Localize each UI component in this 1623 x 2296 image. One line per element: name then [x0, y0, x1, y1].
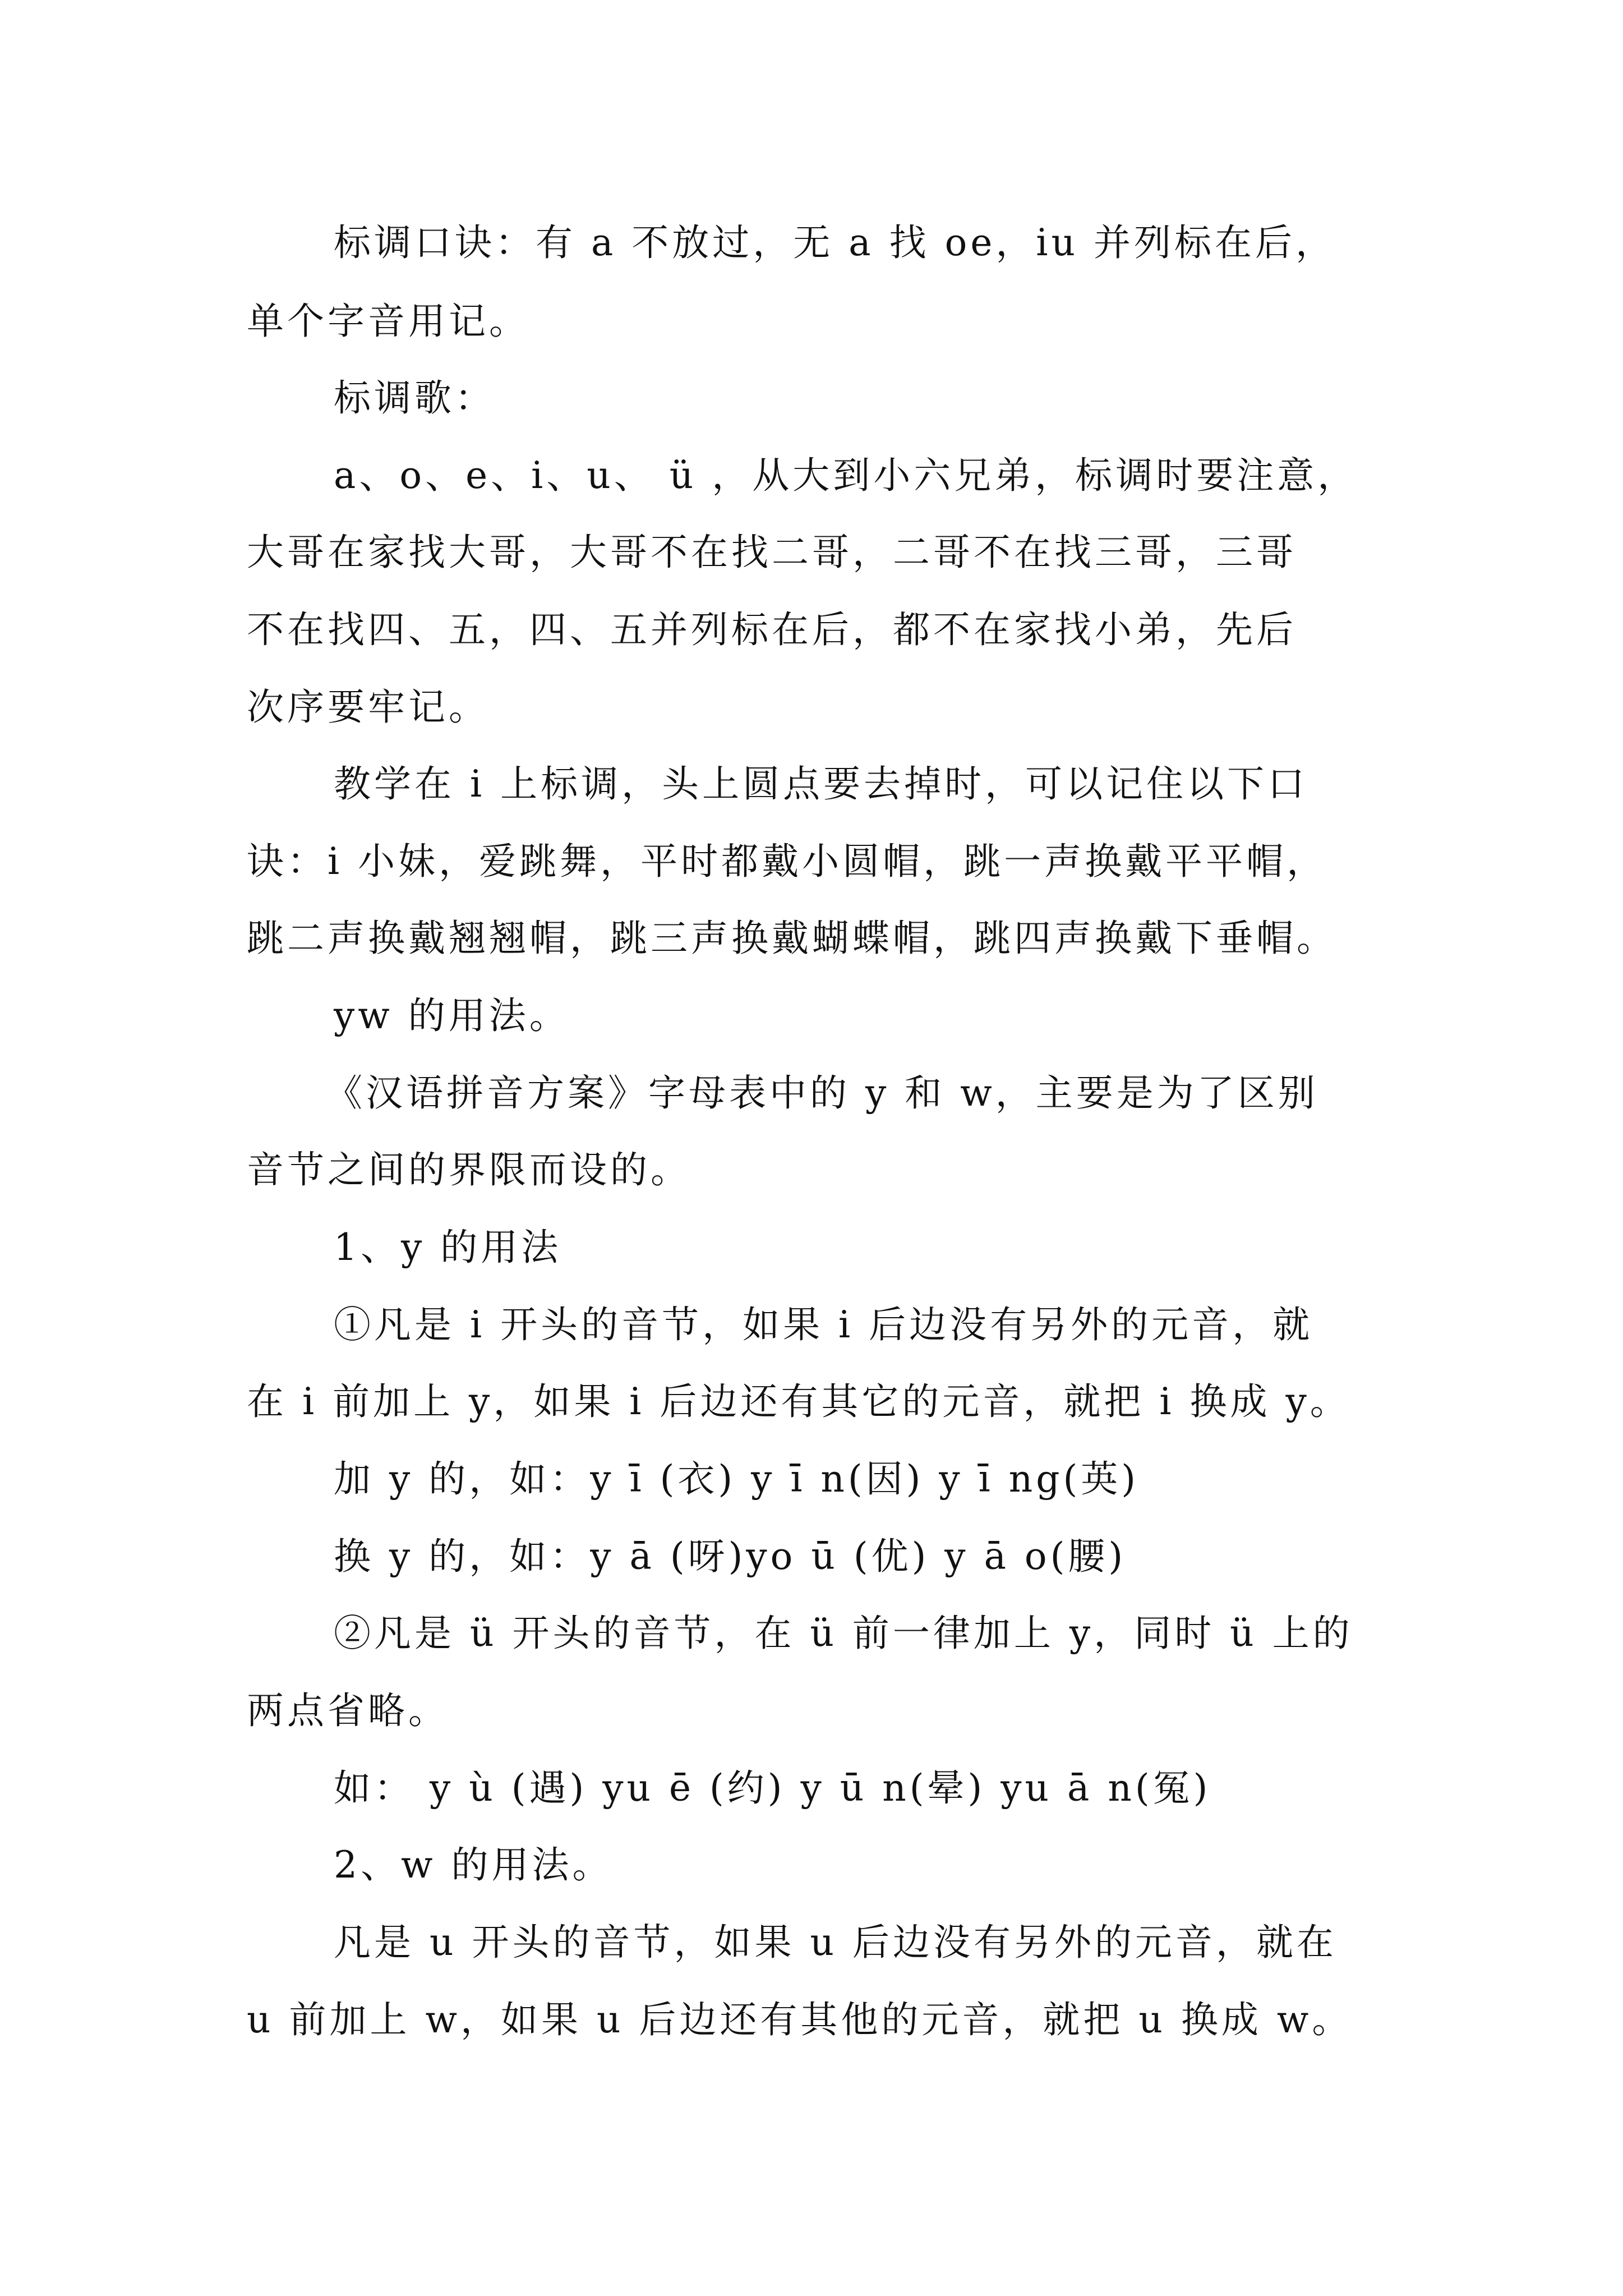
- text-line: 不在找四、五，四、五并列标在后，都不在家找小弟，先后: [247, 608, 1297, 651]
- text-line: 单个字音用记。: [247, 300, 529, 343]
- text-line: 教学在 i 上标调，头上圆点要去掉时，可以记住以下口: [334, 762, 1308, 806]
- text-line: 音节之间的界限而设的。: [247, 1148, 691, 1191]
- text-line: 跳二声换戴翘翘帽，跳三声换戴蝴蝶帽，跳四声换戴下垂帽。: [247, 917, 1337, 960]
- text-line: 大哥在家找大哥，大哥不在找二哥，二哥不在找三哥，三哥: [247, 531, 1297, 574]
- text-line: ②凡是 ü 开头的音节，在 ü 前一律加上 y，同时 ü 上的: [334, 1612, 1353, 1655]
- text-line: 2、w 的用法。: [334, 1843, 613, 1887]
- text-line: 次序要牢记。: [247, 685, 489, 729]
- text-line: 换 y 的，如：y ā (呀)yo ū (优) y ā o(腰): [334, 1535, 1127, 1578]
- text-line: 两点省略。: [247, 1689, 449, 1732]
- text-line: 《汉语拼音方案》字母表中的 y 和 w，主要是为了区别: [325, 1071, 1318, 1115]
- text-line: yw 的用法。: [334, 994, 570, 1037]
- text-line: 诀：i 小妹，爱跳舞，平时都戴小圆帽，跳一声换戴平平帽，: [247, 840, 1327, 883]
- text-line: 标调口诀：有 a 不放过，无 a 找 oe，iu 并列标在后，: [334, 221, 1336, 264]
- text-line: a、o、e、i、u、 ü ，从大到小六兄弟，标调时要注意，: [334, 454, 1358, 497]
- text-line: 如： y ù (遇) yu ē (约) y ū n(晕) yu ā n(冤): [334, 1766, 1211, 1810]
- text-line: 标调歌：: [334, 376, 495, 420]
- text-line: ①凡是 i 开头的音节，如果 i 后边没有另外的元音，就: [334, 1303, 1313, 1346]
- text-line: u 前加上 w，如果 u 后边还有其他的元音，就把 u 换成 w。: [247, 1998, 1353, 2041]
- text-line: 凡是 u 开头的音节，如果 u 后边没有另外的元音，就在: [334, 1921, 1337, 1964]
- text-line: 加 y 的，如：y ī (衣) y ī n(因) y ī ng(英): [334, 1457, 1140, 1501]
- text-line: 1、y 的用法: [334, 1226, 562, 1269]
- text-line: 在 i 前加上 y，如果 i 后边还有其它的元音，就把 i 换成 y。: [247, 1380, 1350, 1423]
